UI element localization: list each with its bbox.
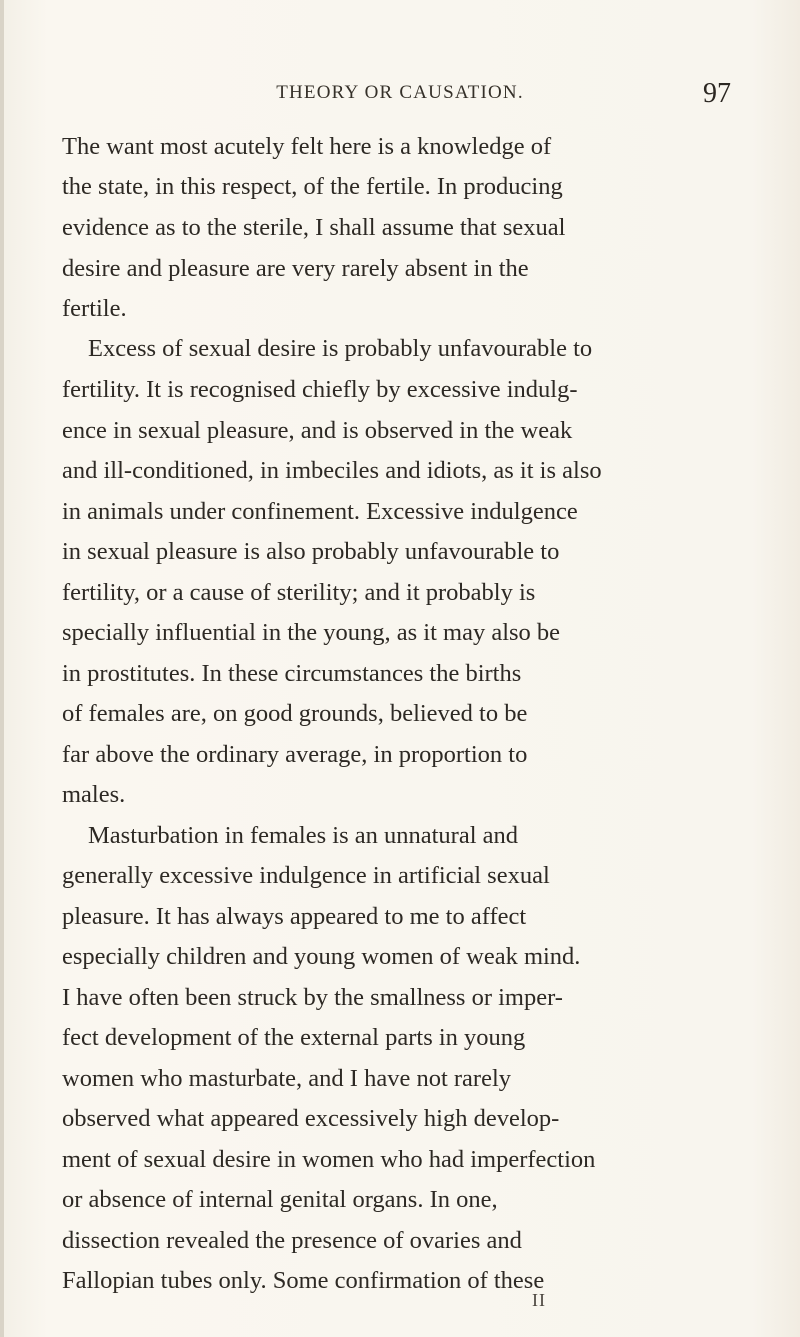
text-line-26: ment of sexual desire in women who had imperfection	[62, 1146, 596, 1173]
text-line-6: Excess of sexual desire is probably unfavourable to	[88, 335, 593, 362]
text-line-13: specially influential in the young, as it may also be	[62, 619, 561, 646]
text-line-28: dissection revealed the presence of ovaries and	[62, 1227, 522, 1254]
text-line-18: Masturbation in females is an unnatural and	[88, 822, 518, 849]
text-line-1: The want most acutely felt here is a knowledge of	[62, 133, 552, 160]
text-line-20: pleasure. It has always appeared to me to affect	[62, 903, 527, 930]
text-line-27: or absence of internal genital organs. In one,	[62, 1186, 498, 1213]
text-line-22: I have often been struck by the smallness or imper-	[62, 984, 563, 1011]
text-line-5: fertile.	[62, 295, 127, 322]
text-line-10: in animals under confinement. Excessive indulgence	[62, 498, 578, 525]
text-line-14: in prostitutes. In these circumstances the births	[62, 660, 522, 687]
text-line-17: males.	[62, 781, 126, 808]
signature-mark: II	[532, 1290, 546, 1310]
text-line-23: fect development of the external parts in young	[62, 1024, 526, 1051]
text-line-11: in sexual pleasure is also probably unfavourable to	[62, 538, 560, 565]
text-line-4: desire and pleasure are very rarely absent in the	[62, 255, 529, 282]
text-line-21: especially children and young women of weak mind.	[62, 943, 581, 970]
text-line-19: generally excessive indulgence in artificial sexual	[62, 862, 550, 889]
text-line-29: Fallopian tubes only. Some confirmation of these	[62, 1267, 545, 1294]
text-line-24: women who masturbate, and I have not rarely	[62, 1065, 512, 1092]
text-line-2: the state, in this respect, of the fertile. In producing	[62, 173, 563, 200]
text-line-12: fertility, or a cause of sterility; and it probably is	[62, 579, 536, 606]
text-line-16: far above the ordinary average, in proportion to	[62, 741, 528, 768]
page-edge	[0, 0, 4, 1337]
text-line-3: evidence as to the sterile, I shall assume that sexual	[62, 214, 566, 241]
page-number: 97	[703, 78, 731, 109]
text-line-8: ence in sexual pleasure, and is observed in the weak	[62, 417, 573, 444]
running-head: THEORY OR CAUSATION.	[276, 82, 524, 103]
text-line-9: and ill-conditioned, in imbeciles and idiots, as it is also	[62, 457, 602, 484]
text-line-15: of females are, on good grounds, believed to be	[62, 700, 528, 727]
text-line-25: observed what appeared excessively high develop-	[62, 1105, 560, 1132]
text-line-7: fertility. It is recognised chiefly by excessive indulg-	[62, 376, 578, 403]
